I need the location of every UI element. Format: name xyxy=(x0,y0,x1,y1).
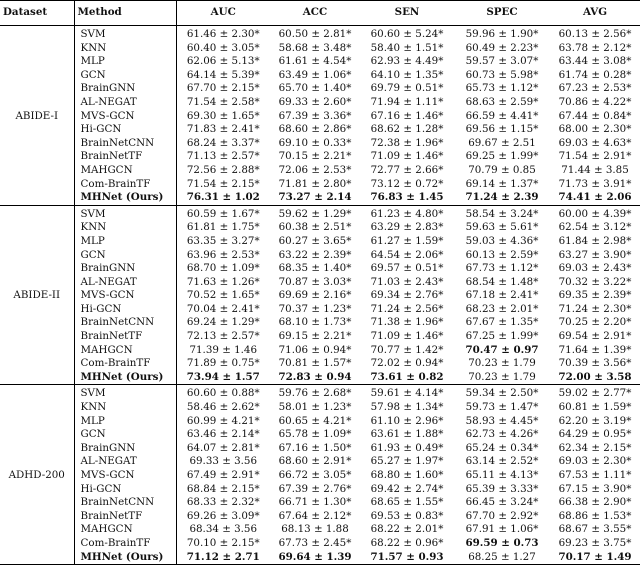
acc-cell: 68.35 ± 1.40* xyxy=(278,262,352,275)
auc-cell: 71.89 ± 0.75* xyxy=(186,357,260,370)
method-cell: MLP xyxy=(74,415,176,429)
spec-cell: 63.14 ± 2.52* xyxy=(465,455,539,468)
auc-cell: 71.54 ± 2.15* xyxy=(186,177,260,190)
spec-cell: 58.93 ± 4.45* xyxy=(465,414,539,427)
table-row xyxy=(0,123,640,137)
header-sen: SEN xyxy=(394,6,420,19)
method-cell: KNN xyxy=(74,221,176,235)
sen-cell: 69.79 ± 0.51* xyxy=(370,82,444,95)
sen-cell: 68.22 ± 2.01* xyxy=(370,523,444,536)
acc-cell: 58.68 ± 3.48* xyxy=(278,41,352,54)
table-row xyxy=(0,551,640,565)
method-cell: MAHGCN xyxy=(74,344,176,358)
sen-cell: 71.94 ± 1.11* xyxy=(370,95,444,108)
auc-cell: 70.04 ± 2.41* xyxy=(186,302,260,315)
table-row xyxy=(0,483,640,497)
method-cell: BrainNetCNN xyxy=(74,137,176,151)
auc-cell: 71.12 ± 2.71 xyxy=(186,550,260,563)
acc-cell: 67.64 ± 2.12* xyxy=(278,509,352,522)
avg-cell: 69.03 ± 4.63* xyxy=(558,136,632,149)
table-row xyxy=(0,235,640,249)
avg-cell: 71.24 ± 2.30* xyxy=(558,302,632,315)
table-row xyxy=(0,221,640,235)
auc-cell: 68.84 ± 2.15* xyxy=(186,482,260,495)
acc-cell: 68.60 ± 2.86* xyxy=(278,123,352,136)
avg-cell: 74.41 ± 2.06 xyxy=(558,191,632,204)
acc-cell: 60.27 ± 3.65* xyxy=(278,234,352,247)
method-cell: MHNet (Ours) xyxy=(74,191,176,205)
auc-cell: 63.46 ± 2.14* xyxy=(186,428,260,441)
method-cell: SVM xyxy=(74,385,176,401)
method-cell: BrainNetTF xyxy=(74,330,176,344)
sen-cell: 63.61 ± 1.88* xyxy=(370,428,444,441)
auc-cell: 69.30 ± 1.65* xyxy=(186,109,260,122)
acc-cell: 67.39 ± 3.36* xyxy=(278,109,352,122)
sen-cell: 65.27 ± 1.97* xyxy=(370,455,444,468)
table-row xyxy=(0,249,640,263)
acc-cell: 70.15 ± 2.21* xyxy=(278,150,352,163)
spec-cell: 67.91 ± 1.06* xyxy=(465,523,539,536)
spec-cell: 69.67 ± 2.51 xyxy=(468,136,536,149)
acc-cell: 59.62 ± 1.29* xyxy=(278,207,352,220)
avg-cell: 67.23 ± 2.53* xyxy=(558,82,632,95)
table-row xyxy=(0,150,640,164)
avg-cell: 63.78 ± 2.12* xyxy=(558,41,632,54)
table-row xyxy=(0,55,640,69)
avg-cell: 62.54 ± 3.12* xyxy=(558,221,632,234)
avg-cell: 61.74 ± 0.28* xyxy=(558,68,632,81)
header-spec: SPEC xyxy=(486,6,518,19)
spec-cell: 70.23 ± 1.79 xyxy=(468,370,536,383)
auc-cell: 60.59 ± 1.67* xyxy=(186,207,260,220)
auc-cell: 76.31 ± 1.02 xyxy=(186,191,260,204)
auc-cell: 68.33 ± 2.32* xyxy=(186,496,260,509)
dataset-group xyxy=(0,385,640,565)
avg-cell: 68.67 ± 3.55* xyxy=(558,523,632,536)
method-cell: MHNet (Ours) xyxy=(74,551,176,565)
avg-cell: 71.44 ± 3.85 xyxy=(561,163,629,176)
spec-cell: 70.47 ± 0.97 xyxy=(465,343,539,356)
table-row xyxy=(0,137,640,151)
acc-cell: 72.06 ± 2.53* xyxy=(278,163,352,176)
table-row xyxy=(0,442,640,456)
acc-cell: 60.50 ± 2.81* xyxy=(278,28,352,40)
method-cell: BrainNetTF xyxy=(74,510,176,524)
spec-cell: 59.03 ± 4.36* xyxy=(465,234,539,247)
auc-cell: 70.10 ± 2.15* xyxy=(186,536,260,549)
spec-cell: 68.25 ± 1.27 xyxy=(468,550,536,563)
avg-cell: 70.86 ± 4.22* xyxy=(558,95,632,108)
sen-cell: 69.53 ± 0.83* xyxy=(370,509,444,522)
method-cell: MAHGCN xyxy=(74,164,176,178)
method-cell: Com-BrainTF xyxy=(74,178,176,192)
auc-cell: 71.39 ± 1.46 xyxy=(189,343,258,356)
spec-cell: 58.54 ± 3.24* xyxy=(465,207,539,220)
avg-cell: 70.39 ± 3.56* xyxy=(558,357,632,370)
auc-cell: 70.52 ± 1.65* xyxy=(186,289,260,302)
table-row xyxy=(0,96,640,110)
spec-cell: 67.70 ± 2.92* xyxy=(465,509,539,522)
acc-cell: 70.37 ± 1.23* xyxy=(278,302,352,315)
auc-cell: 68.70 ± 1.09* xyxy=(186,262,260,275)
sen-cell: 76.83 ± 1.45 xyxy=(370,191,444,204)
sen-cell: 72.38 ± 1.96* xyxy=(370,136,444,149)
method-cell: MHNet (Ours) xyxy=(74,371,176,385)
header-auc: AUC xyxy=(210,6,236,19)
method-cell: KNN xyxy=(74,401,176,415)
header-acc: ACC xyxy=(302,6,328,19)
acc-cell: 72.83 ± 0.94 xyxy=(278,370,352,383)
avg-cell: 71.54 ± 2.91* xyxy=(558,150,632,163)
table-row xyxy=(0,357,640,371)
auc-cell: 72.13 ± 2.57* xyxy=(186,330,260,343)
dataset-group xyxy=(0,26,640,206)
sen-cell: 61.10 ± 2.96* xyxy=(370,414,444,427)
avg-cell: 70.25 ± 2.20* xyxy=(558,316,632,329)
avg-cell: 69.35 ± 2.39* xyxy=(558,289,632,302)
auc-cell: 58.46 ± 2.62* xyxy=(186,401,260,414)
spec-cell: 65.24 ± 0.34* xyxy=(465,441,539,454)
sen-cell: 64.54 ± 2.06* xyxy=(370,248,444,261)
acc-cell: 69.69 ± 2.16* xyxy=(278,289,352,302)
auc-cell: 63.35 ± 3.27* xyxy=(186,234,260,247)
acc-cell: 69.15 ± 2.21* xyxy=(278,330,352,343)
sen-cell: 71.24 ± 2.56* xyxy=(370,302,444,315)
auc-cell: 71.54 ± 2.58* xyxy=(186,95,260,108)
spec-cell: 70.79 ± 0.85 xyxy=(468,163,536,176)
sen-cell: 71.38 ± 1.96* xyxy=(370,316,444,329)
method-cell: BrainNetTF xyxy=(74,150,176,164)
header-method: Method xyxy=(74,1,176,26)
avg-cell: 66.38 ± 2.90* xyxy=(558,496,632,509)
method-cell: Hi-GCN xyxy=(74,303,176,317)
method-cell: Hi-GCN xyxy=(74,123,176,137)
method-cell: Hi-GCN xyxy=(74,483,176,497)
method-cell: MLP xyxy=(74,235,176,249)
acc-cell: 66.71 ± 1.30* xyxy=(278,496,352,509)
method-cell: Com-BrainTF xyxy=(74,537,176,551)
table-row xyxy=(0,164,640,178)
avg-cell: 59.02 ± 2.77* xyxy=(558,387,632,400)
table-row xyxy=(0,415,640,429)
avg-cell: 60.81 ± 1.59* xyxy=(558,401,632,414)
spec-cell: 69.25 ± 1.99* xyxy=(465,150,539,163)
method-cell: BrainNetCNN xyxy=(74,316,176,330)
auc-cell: 69.24 ± 1.29* xyxy=(186,316,260,329)
method-cell: BrainNetCNN xyxy=(74,496,176,510)
auc-cell: 64.14 ± 5.39* xyxy=(186,68,260,81)
table-row xyxy=(0,82,640,96)
acc-cell: 60.38 ± 2.51* xyxy=(278,221,352,234)
sen-cell: 67.16 ± 1.46* xyxy=(370,109,444,122)
spec-cell: 68.63 ± 2.59* xyxy=(465,95,539,108)
table-row xyxy=(0,316,640,330)
method-cell: BrainGNN xyxy=(74,82,176,96)
auc-cell: 63.96 ± 2.53* xyxy=(186,248,260,261)
spec-cell: 69.59 ± 0.73 xyxy=(465,536,539,549)
spec-cell: 60.49 ± 2.23* xyxy=(465,41,539,54)
acc-cell: 68.60 ± 2.91* xyxy=(278,455,352,468)
table-row xyxy=(0,371,640,385)
header-row xyxy=(0,1,640,26)
auc-cell: 60.40 ± 3.05* xyxy=(186,41,260,54)
table-row xyxy=(0,469,640,483)
acc-cell: 58.01 ± 1.23* xyxy=(278,401,352,414)
dataset-label: ADHD-200 xyxy=(0,385,74,565)
spec-cell: 59.96 ± 1.90* xyxy=(465,28,539,40)
sen-cell: 60.60 ± 5.24* xyxy=(370,28,444,40)
table-row xyxy=(0,344,640,358)
method-cell: MAHGCN xyxy=(74,523,176,537)
auc-cell: 71.63 ± 1.26* xyxy=(186,275,260,288)
avg-cell: 69.03 ± 2.30* xyxy=(558,455,632,468)
header-dataset: Dataset xyxy=(0,1,74,26)
spec-cell: 60.13 ± 2.59* xyxy=(465,248,539,261)
acc-cell: 69.10 ± 0.33* xyxy=(278,136,352,149)
sen-cell: 59.61 ± 4.14* xyxy=(370,387,444,400)
sen-cell: 63.29 ± 2.83* xyxy=(370,221,444,234)
spec-cell: 65.11 ± 4.13* xyxy=(465,469,539,481)
avg-cell: 71.64 ± 1.39* xyxy=(558,343,632,356)
acc-cell: 69.64 ± 1.39 xyxy=(278,550,352,563)
sen-cell: 69.34 ± 2.76* xyxy=(370,289,444,302)
table-row xyxy=(0,191,640,205)
auc-cell: 67.70 ± 2.15* xyxy=(186,82,260,95)
sen-cell: 61.27 ± 1.59* xyxy=(370,234,444,247)
auc-cell: 64.07 ± 2.81* xyxy=(186,441,260,454)
method-cell: Com-BrainTF xyxy=(74,357,176,371)
acc-cell: 70.87 ± 3.03* xyxy=(278,275,352,288)
avg-cell: 67.15 ± 3.90* xyxy=(558,482,632,495)
auc-cell: 73.94 ± 1.57 xyxy=(186,370,260,383)
method-cell: BrainGNN xyxy=(74,442,176,456)
spec-cell: 65.39 ± 3.33* xyxy=(465,482,539,495)
sen-cell: 61.23 ± 4.80* xyxy=(370,207,444,220)
auc-cell: 69.26 ± 3.09* xyxy=(186,509,260,522)
acc-cell: 68.10 ± 1.73* xyxy=(278,316,352,329)
table-row xyxy=(0,26,640,42)
spec-cell: 67.67 ± 1.35* xyxy=(465,316,539,329)
acc-cell: 67.73 ± 2.45* xyxy=(278,536,352,549)
auc-cell: 60.60 ± 0.88* xyxy=(186,387,260,400)
spec-cell: 69.56 ± 1.15* xyxy=(465,123,539,136)
sen-cell: 73.12 ± 0.72* xyxy=(370,177,444,190)
acc-cell: 63.49 ± 1.06* xyxy=(278,68,352,81)
method-cell: KNN xyxy=(74,42,176,56)
avg-cell: 69.54 ± 2.91* xyxy=(558,330,632,343)
method-cell: MVS-GCN xyxy=(74,289,176,303)
sen-cell: 70.77 ± 1.42* xyxy=(370,343,444,356)
spec-cell: 59.73 ± 1.47* xyxy=(465,401,539,414)
auc-cell: 62.06 ± 5.13* xyxy=(186,55,260,68)
method-cell: AL-NEGAT xyxy=(74,96,176,110)
spec-cell: 65.73 ± 1.12* xyxy=(465,82,539,95)
method-cell: SVM xyxy=(74,205,176,221)
acc-cell: 70.81 ± 1.57* xyxy=(278,357,352,370)
table-row xyxy=(0,110,640,124)
table-row xyxy=(0,289,640,303)
avg-cell: 63.27 ± 3.90* xyxy=(558,248,632,261)
sen-cell: 57.98 ± 1.34* xyxy=(370,401,444,414)
sen-cell: 69.42 ± 2.74* xyxy=(370,482,444,495)
avg-cell: 68.00 ± 2.30* xyxy=(558,123,632,136)
avg-cell: 70.17 ± 1.49 xyxy=(558,550,632,563)
method-cell: SVM xyxy=(74,26,176,42)
spec-cell: 59.34 ± 2.50* xyxy=(465,387,539,400)
acc-cell: 63.22 ± 2.39* xyxy=(278,248,352,261)
table-row xyxy=(0,510,640,524)
avg-cell: 60.00 ± 4.39* xyxy=(558,207,632,220)
method-cell: GCN xyxy=(74,428,176,442)
spec-cell: 70.23 ± 1.79 xyxy=(468,357,536,370)
auc-cell: 72.56 ± 2.88* xyxy=(186,163,260,176)
spec-cell: 67.73 ± 1.12* xyxy=(465,262,539,275)
spec-cell: 67.18 ± 2.41* xyxy=(465,289,539,302)
spec-cell: 59.57 ± 3.07* xyxy=(465,55,539,68)
table-row xyxy=(0,455,640,469)
spec-cell: 68.23 ± 2.01* xyxy=(465,302,539,315)
acc-cell: 69.33 ± 2.60* xyxy=(278,95,352,108)
dataset-group xyxy=(0,205,640,385)
table-row xyxy=(0,276,640,290)
table-row xyxy=(0,205,640,221)
table-row xyxy=(0,178,640,192)
acc-cell: 71.81 ± 2.80* xyxy=(278,177,352,190)
spec-cell: 66.59 ± 4.41* xyxy=(465,109,539,122)
avg-cell: 72.00 ± 3.58 xyxy=(558,370,632,383)
auc-cell: 71.83 ± 2.41* xyxy=(186,123,260,136)
table-row xyxy=(0,262,640,276)
sen-cell: 58.40 ± 1.51* xyxy=(370,41,444,54)
method-cell: GCN xyxy=(74,249,176,263)
method-cell: MVS-GCN xyxy=(74,110,176,124)
sen-cell: 68.62 ± 1.28* xyxy=(370,123,444,136)
table-row xyxy=(0,428,640,442)
acc-cell: 60.65 ± 4.21* xyxy=(278,414,352,427)
sen-cell: 62.93 ± 4.49* xyxy=(370,55,444,68)
auc-cell: 61.46 ± 2.30* xyxy=(186,28,260,40)
table-row xyxy=(0,385,640,401)
avg-cell: 62.34 ± 2.15* xyxy=(558,441,632,454)
auc-cell: 60.99 ± 4.21* xyxy=(186,414,260,427)
sen-cell: 73.61 ± 0.82 xyxy=(370,370,444,383)
spec-cell: 59.63 ± 5.61* xyxy=(465,221,539,234)
acc-cell: 71.06 ± 0.94* xyxy=(278,343,352,356)
spec-cell: 66.45 ± 3.24* xyxy=(465,496,539,509)
avg-cell: 62.20 ± 3.19* xyxy=(558,414,632,427)
avg-cell: 69.03 ± 2.43* xyxy=(558,262,632,275)
method-cell: MVS-GCN xyxy=(74,469,176,483)
acc-cell: 61.61 ± 4.54* xyxy=(278,55,352,68)
avg-cell: 69.23 ± 3.75* xyxy=(558,536,632,549)
spec-cell: 71.24 ± 2.39 xyxy=(465,191,539,204)
spec-cell: 68.54 ± 1.48* xyxy=(465,275,539,288)
auc-cell: 61.81 ± 1.75* xyxy=(186,221,260,234)
method-cell: GCN xyxy=(74,69,176,83)
avg-cell: 60.13 ± 2.56* xyxy=(558,28,632,40)
sen-cell: 71.09 ± 1.46* xyxy=(370,150,444,163)
sen-cell: 68.80 ± 1.60* xyxy=(370,469,444,481)
sen-cell: 71.03 ± 2.43* xyxy=(370,275,444,288)
table-row xyxy=(0,496,640,510)
table-row xyxy=(0,523,640,537)
table-row xyxy=(0,42,640,56)
spec-cell: 67.25 ± 1.99* xyxy=(465,330,539,343)
avg-cell: 61.84 ± 2.98* xyxy=(558,234,632,247)
table-row xyxy=(0,303,640,317)
spec-cell: 69.14 ± 1.37* xyxy=(465,177,539,190)
auc-cell: 71.13 ± 2.57* xyxy=(186,150,260,163)
acc-cell: 59.76 ± 2.68* xyxy=(278,387,352,400)
sen-cell: 72.02 ± 0.94* xyxy=(370,357,444,370)
sen-cell: 61.93 ± 0.49* xyxy=(370,441,444,454)
avg-cell: 63.44 ± 3.08* xyxy=(558,55,632,68)
auc-cell: 68.24 ± 3.37* xyxy=(186,136,260,149)
avg-cell: 67.53 ± 1.11* xyxy=(558,469,632,481)
avg-cell: 70.32 ± 3.22* xyxy=(558,275,632,288)
sen-cell: 68.65 ± 1.55* xyxy=(370,496,444,509)
avg-cell: 71.73 ± 3.91* xyxy=(558,177,632,190)
sen-cell: 64.10 ± 1.35* xyxy=(370,68,444,81)
method-cell: BrainGNN xyxy=(74,262,176,276)
sen-cell: 68.22 ± 0.96* xyxy=(370,536,444,549)
table-row xyxy=(0,401,640,415)
method-cell: MLP xyxy=(74,55,176,69)
acc-cell: 68.13 ± 1.88 xyxy=(281,523,349,536)
acc-cell: 73.27 ± 2.14 xyxy=(278,191,352,204)
avg-cell: 64.29 ± 0.95* xyxy=(558,428,632,441)
acc-cell: 65.70 ± 1.40* xyxy=(278,82,352,95)
avg-cell: 68.86 ± 1.53* xyxy=(558,509,632,522)
auc-cell: 67.49 ± 2.91* xyxy=(186,469,260,481)
acc-cell: 66.72 ± 3.05* xyxy=(278,469,352,481)
acc-cell: 65.78 ± 1.09* xyxy=(278,428,352,441)
spec-cell: 62.73 ± 4.26* xyxy=(465,428,539,441)
acc-cell: 67.39 ± 2.76* xyxy=(278,482,352,495)
dataset-label: ABIDE-II xyxy=(0,205,74,385)
spec-cell: 60.73 ± 5.98* xyxy=(465,68,539,81)
method-cell: AL-NEGAT xyxy=(74,455,176,469)
sen-cell: 72.77 ± 2.66* xyxy=(370,163,444,176)
table-header xyxy=(0,1,640,26)
auc-cell: 68.34 ± 3.56 xyxy=(189,523,258,536)
auc-cell: 69.33 ± 3.56 xyxy=(189,455,258,468)
sen-cell: 71.09 ± 1.46* xyxy=(370,330,444,343)
acc-cell: 67.16 ± 1.50* xyxy=(278,441,352,454)
method-cell: AL-NEGAT xyxy=(74,276,176,290)
sen-cell: 71.57 ± 0.93 xyxy=(370,550,444,563)
avg-cell: 67.44 ± 0.84* xyxy=(558,109,632,122)
table-row xyxy=(0,330,640,344)
dataset-label: ABIDE-I xyxy=(0,26,74,206)
table-row xyxy=(0,69,640,83)
header-avg: AVG xyxy=(582,6,608,19)
sen-cell: 69.57 ± 0.51* xyxy=(370,262,444,275)
table-row xyxy=(0,537,640,551)
